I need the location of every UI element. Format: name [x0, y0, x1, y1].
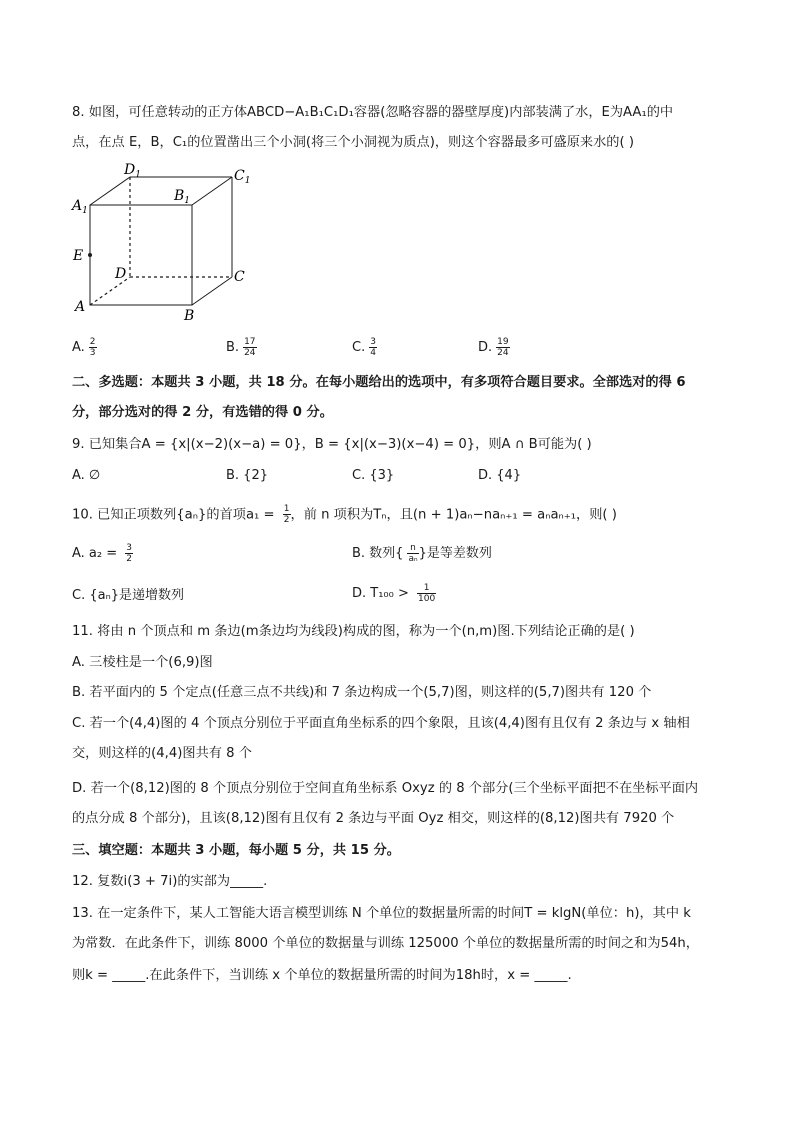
label-a1: $A_1$ — [72, 198, 88, 216]
q10-option-a[interactable]: A. a₂ = $\frac{3}{2}$ — [72, 543, 132, 564]
section-3-heading: 三、填空题：本题共 3 小题，每小题 5 分，共 15 分。 — [72, 843, 400, 858]
q9-option-a[interactable]: A. ∅ — [72, 468, 101, 483]
section-2-heading-line-2: 分，部分选对的得 2 分，有选错的得 0 分。 — [72, 405, 333, 420]
section-2-heading-line-1: 二、多选题：本题共 3 小题，共 18 分。在每小题给出的选项中，有多项符合题目要求。全部选对的得 6 — [72, 375, 686, 390]
q13-line-3: 则k = _____.在此条件下，当训练 x 个单位的数据量所需的时间为18h时，x = _____. — [72, 968, 572, 983]
q12-stem: 12. 复数i(3 + 7i)的实部为_____. — [72, 874, 268, 889]
q8-option-d[interactable]: D. $\frac{19}{24}$ — [478, 337, 509, 358]
q8-option-a[interactable]: A. $\frac{2}{3}$ — [72, 337, 96, 358]
q8-line-2: 点，在点 E，B，C₁的位置凿出三个小洞(将三个小洞视为质点)，则这个容器最多可盛原来水的( ) — [72, 135, 634, 150]
q8-option-b[interactable]: B. $\frac{17}{24}$ — [226, 337, 256, 358]
q11-option-c-line-1[interactable]: C. 若一个(4,4)图的 4 个顶点分别位于平面直角坐标系的四个象限，且该(4,4)图有且仅有 2 条边与 x 轴相 — [72, 716, 690, 731]
label-c1: $C_1$ — [234, 168, 251, 186]
q10-option-b[interactable]: B. 数列{ $\frac{n}{\text{aₙ}}$ }是等差数列 — [352, 543, 492, 564]
q10-stem: 10. 已知正项数列{aₙ}的首项a₁ = $\frac{1}{2}$ ，前 n 项积为Tₙ，且(n + 1)aₙ−naₙ₊₁ = aₙaₙ₊₁，则( ) — [72, 504, 617, 525]
label-d1: $D_1$ — [124, 162, 141, 180]
q9-option-d[interactable]: D. {4} — [478, 468, 522, 483]
q13-line-2: 为常数．在此条件下，训练 8000 个单位的数据量与训练 125000 个单位的数据量所需的时间之和为54h， — [72, 936, 699, 951]
q11-stem: 11. 将由 n 个顶点和 m 条边(m条边均为线段)构成的图，称为一个(n,m)图.下列结论正确的是( ) — [72, 624, 635, 639]
cube-figure — [66, 158, 256, 326]
q10-option-d[interactable]: D. T₁₀₀ > $\frac{1}{100}$ — [352, 583, 436, 604]
q11-option-c-line-2[interactable]: 交，则这样的(4,4)图共有 8 个 — [72, 746, 252, 761]
label-b1: $B_1$ — [174, 188, 191, 206]
q9-stem: 9. 已知集合A = {x|(x−2)(x−a) = 0}，B = {x|(x−3)(x−4) = 0}，则A ∩ B可能为( ) — [72, 437, 592, 452]
q11-option-d-line-1[interactable]: D. 若一个(8,12)图的 8 个顶点分别位于空间直角坐标系 Oxyz 的 8 个部分(三个坐标平面把不在坐标平面内 — [72, 781, 699, 796]
label-b: B — [184, 308, 195, 324]
label-e: E — [73, 248, 84, 264]
label-c: C — [234, 269, 245, 285]
q8-line-1: 8. 如图，可任意转动的正方体ABCD−A₁B₁C₁D₁容器(忽略容器的器壁厚度)内部装满了水，E为AA₁的中 — [72, 105, 674, 120]
label-a: A — [75, 299, 86, 315]
q11-option-d-line-2[interactable]: 的点分成 8 个部分)，且该(8,12)图有且仅有 2 条边与平面 Oyz 相交，则这样的(8,12)图共有 7920 个 — [72, 811, 675, 826]
q11-option-b[interactable]: B. 若平面内的 5 个定点(任意三点不共线)和 7 条边构成一个(5,7)图，则这样的(5,7)图共有 120 个 — [72, 685, 652, 700]
q10-option-c[interactable]: C. {aₙ}是递增数列 — [72, 588, 185, 603]
q9-option-c[interactable]: C. {3} — [352, 468, 395, 483]
q13-line-1: 13. 在一定条件下，某人工智能大语言模型训练 N 个单位的数据量所需的时间T = klgN(单位：h)，其中 k — [72, 906, 691, 921]
q9-option-b[interactable]: B. {2} — [226, 468, 268, 483]
q11-option-a[interactable]: A. 三棱柱是一个(6,9)图 — [72, 655, 213, 670]
label-d: D — [115, 266, 127, 282]
q8-option-c[interactable]: C. $\frac{3}{4}$ — [352, 337, 376, 358]
